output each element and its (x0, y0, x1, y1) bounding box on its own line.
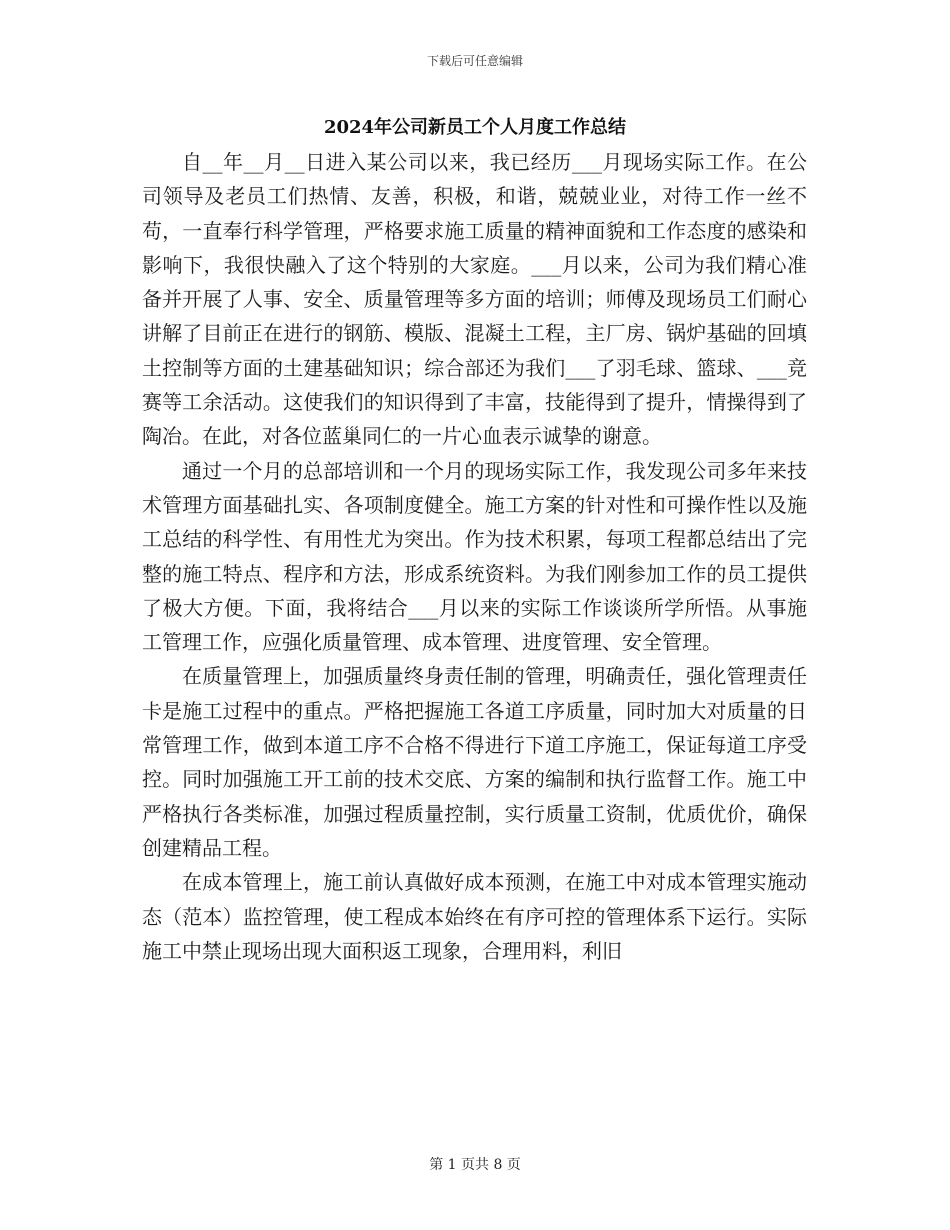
paragraph-1: 自__年__月__日进入某公司以来，我已经历___月现场实际工作。在公司领导及老员工们热情、友善，积极，和谐，兢兢业业，对待工作一丝不苟，一直奉行科学管理，严格要求施工质量的精神面貌和工作态度的感染和影响下，我很快融入了这个特别的大家庭。___月以来，公司为我们精心准备并开展了人事、安全、质量管理等多方面的培训；师傅及现场员工们耐心讲解了目前正在进行的钢筋、模版、混凝土工程，主厂房、锅炉基础的回填土控制等方面的土建基础知识；综合部还为我们___了羽毛球、篮球、___竞赛等工余活动。这使我们的知识得到了丰富，技能得到了提升，情操得到了陶冶。在此，对各位蓝巢同仁的一片心血表示诚挚的谢意。 (142, 150, 807, 449)
paragraph-3: 在质量管理上，加强质量终身责任制的管理，明确责任，强化管理责任卡是施工过程中的重点。严格把握施工各道工序质量，同时加大对质量的日常管理工作，做到本道工序不合格不得进行下道工序施工，保证每道工序受控。同时加强施工开工前的技术交底、方案的编制和执行监督工作。施工中严格执行各类标准，加强过程质量控制，实行质量工资制，优质优价，确保创建精品工程。 (142, 664, 807, 860)
page-number: 第 1 页共 8 页 (429, 1157, 521, 1173)
paragraph-4: 在成本管理上，施工前认真做好成本预测，在施工中对成本管理实施动态（范本）监控管理，使工程成本始终在有序可控的管理体系下运行。实际施工中禁止现场出现大面积返工现象，合理用料，利旧 (142, 870, 807, 963)
page-header-note: 下载后可任意编辑 (426, 54, 523, 68)
paragraph-2: 通过一个月的总部培训和一个月的现场实际工作，我发现公司多年来技术管理方面基础扎实、各项制度健全。施工方案的针对性和可操作性以及施工总结的科学性、有用性尤为突出。作为技术积累，每项工程都总结出了完整的施工特点、程序和方法，形成系统资料。为我们刚参加工作的员工提供了极大方便。下面，我将结合___月以来的实际工作谈谈所学所悟。从事施工管理工作，应强化质量管理、成本管理、进度管理、安全管理。 (142, 458, 807, 655)
document-body (142, 145, 807, 968)
document-title: 2024年公司新员工个人月度工作总结 (323, 117, 627, 138)
